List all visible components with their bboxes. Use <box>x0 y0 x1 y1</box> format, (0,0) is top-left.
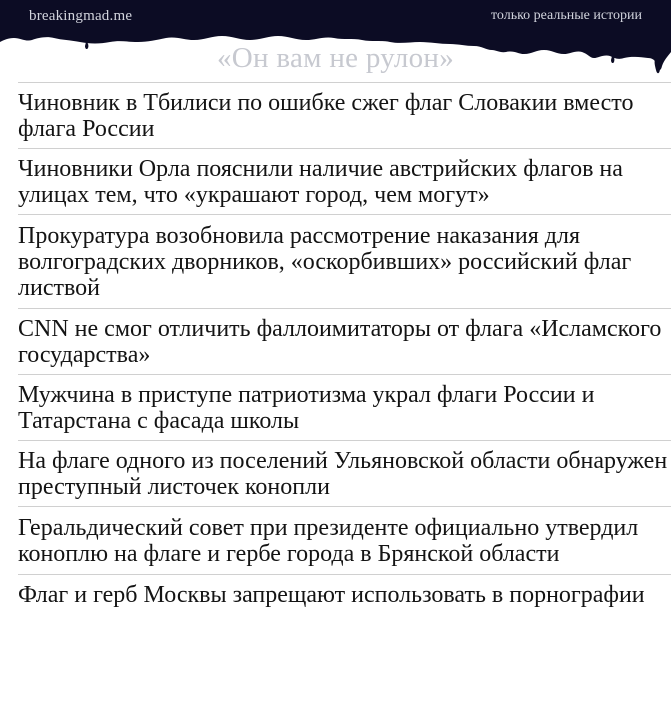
news-item[interactable]: Геральдический совет при президенте официально утвердил коноплю на флаге и гербе города в Брянской области <box>18 506 671 574</box>
news-item[interactable]: Чиновник в Тбилиси по ошибке сжег флаг Словакии вместо флага России <box>18 82 671 148</box>
news-item[interactable]: CNN не смог отличить фаллоимитаторы от флага «Исламского государства» <box>18 308 671 374</box>
page-title: «Он вам не рулон» <box>216 42 455 74</box>
news-item[interactable]: Флаг и герб Москвы запрещают использовать в порнографии <box>18 574 671 614</box>
news-item[interactable]: На флаге одного из поселений Ульяновской области обнаружен преступный листочек конопли <box>18 440 671 506</box>
site-tagline: только реальные истории <box>490 8 642 23</box>
site-header <box>0 0 671 82</box>
news-item[interactable]: Прокуратура возобновила рассмотрение наказания для волгоградских дворников, «оскорбивших» российский флаг листвой <box>18 214 671 308</box>
news-list <box>0 82 671 614</box>
news-item[interactable]: Мужчина в приступе патриотизма украл флаги России и Татарстана с фасада школы <box>18 374 671 440</box>
site-name[interactable]: breakingmad.me <box>29 8 133 24</box>
news-item[interactable]: Чиновники Орла пояснили наличие австрийских флагов на улицах тем, что «украшают город, чем могут» <box>18 148 671 214</box>
